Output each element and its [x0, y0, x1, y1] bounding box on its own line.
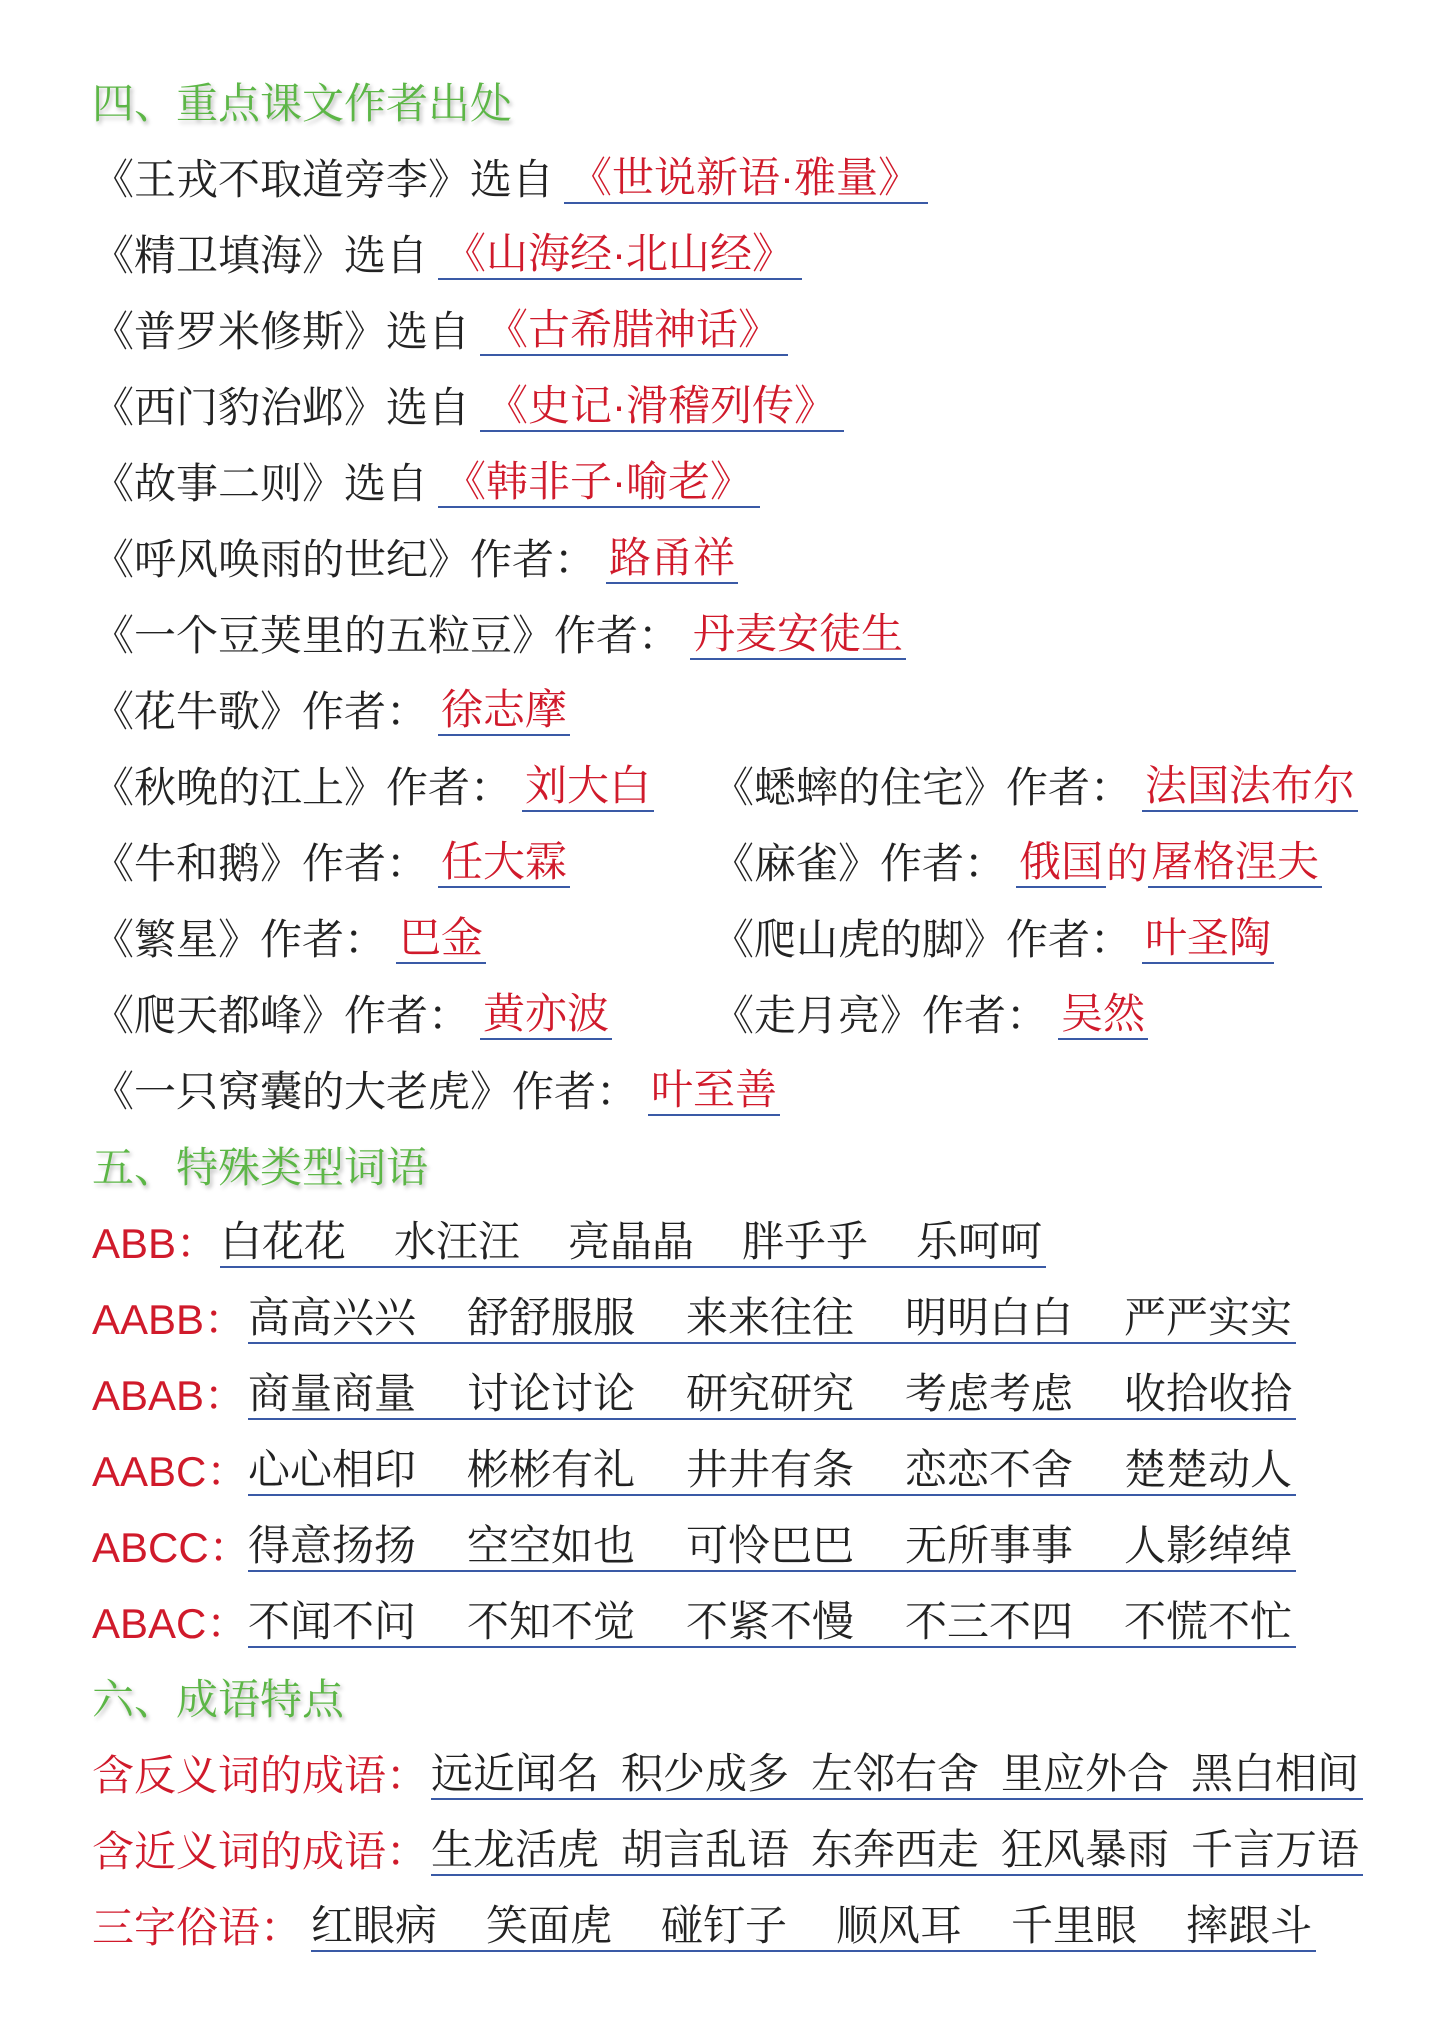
word-list: [248, 1445, 1296, 1496]
source-answer: 《韩非子·喻老》: [438, 461, 760, 508]
word-item: 白花花: [220, 1217, 347, 1265]
source-answer: 《古希腊神话》: [480, 309, 788, 356]
lesson-title: 《麻雀》作者：: [712, 840, 1007, 887]
word-item: 不慌不忙: [1124, 1597, 1293, 1645]
author-answer: 丹麦安徒生: [690, 613, 906, 660]
word-item: 来来往往: [686, 1293, 855, 1341]
author-answer: 法国法布尔: [1142, 765, 1358, 812]
lesson-title: 《普罗米修斯》选自: [92, 308, 471, 355]
word-item: 不知不觉: [467, 1597, 636, 1645]
author-item: [712, 913, 1274, 964]
author-line-pair: [92, 978, 1438, 1054]
idiom-row: [92, 1890, 1438, 1966]
word-type-label: AABC：: [92, 1448, 249, 1495]
idiom-row: [92, 1738, 1438, 1814]
lesson-title: 《故事二则》选自: [92, 460, 429, 507]
idiom-row: [92, 1814, 1438, 1890]
word-list: [248, 1521, 1296, 1572]
lesson-title: 《精卫填海》选自: [92, 232, 429, 279]
author-line-pair: [92, 826, 1438, 902]
word-type-row: [92, 1510, 1438, 1586]
idiom-list: [431, 1749, 1363, 1800]
idiom-item: 里应外合: [1001, 1749, 1170, 1797]
word-item: 空空如也: [467, 1521, 636, 1569]
lesson-title: 《王戎不取道旁李》选自: [92, 156, 555, 203]
word-item: 胖乎乎: [742, 1217, 869, 1265]
word-type-row: [92, 1282, 1438, 1358]
word-item: 收拾收拾: [1124, 1369, 1293, 1417]
idiom-list: [431, 1825, 1363, 1876]
section-heading-idioms: 六、成语特点: [92, 1676, 345, 1723]
author-answer: 路甬祥: [606, 537, 738, 584]
lesson-title: 《繁星》作者：: [92, 916, 387, 963]
word-item: 楚楚动人: [1124, 1445, 1293, 1493]
word-item: 商量商量: [248, 1369, 417, 1417]
word-list: [220, 1217, 1046, 1268]
author-answer: 叶至善: [648, 1069, 780, 1116]
word-item: 考虑考虑: [905, 1369, 1074, 1417]
lesson-title: 《西门豹治邺》选自: [92, 384, 471, 431]
author-answer: 叶圣陶: [1142, 917, 1274, 964]
word-item: 讨论讨论: [467, 1369, 636, 1417]
idiom-item: 东奔西走: [811, 1825, 980, 1873]
idiom-item: 摔跟斗: [1186, 1901, 1313, 1949]
word-item: 心心相印: [248, 1445, 417, 1493]
word-type-row: [92, 1358, 1438, 1434]
section-heading-word-types: 五、特殊类型词语: [92, 1144, 429, 1191]
author-line: [92, 598, 1438, 674]
word-item: 井井有条: [686, 1445, 855, 1493]
idiom-item: 黑白相间: [1191, 1749, 1360, 1797]
word-item: 不闻不问: [248, 1597, 417, 1645]
idiom-type-label: 含近义词的成语：: [92, 1828, 429, 1875]
idiom-item: 顺风耳: [836, 1901, 963, 1949]
word-list: [248, 1293, 1296, 1344]
lesson-title: 《一只窝囊的大老虎》作者：: [92, 1068, 639, 1115]
word-item: 乐呵呵: [916, 1217, 1043, 1265]
lesson-title: 《呼风唤雨的世纪》作者：: [92, 536, 597, 583]
author-answer: 吴然: [1058, 993, 1148, 1040]
word-item: 恋恋不舍: [905, 1445, 1074, 1493]
author-answer-name: 屠格涅夫: [1148, 841, 1322, 888]
word-item: 不三不四: [905, 1597, 1074, 1645]
word-item: 严严实实: [1124, 1293, 1293, 1341]
author-answer: 任大霖: [438, 841, 570, 888]
lesson-title: 《一个豆荚里的五粒豆》作者：: [92, 612, 681, 659]
author-answer-country: 俄国: [1016, 841, 1106, 888]
idiom-item: 狂风暴雨: [1001, 1825, 1170, 1873]
idiom-item: 红眼病: [311, 1901, 438, 1949]
word-type-row: [92, 1586, 1438, 1662]
author-line: [92, 1054, 1438, 1130]
lesson-title: 《蟋蟀的住宅》作者：: [712, 764, 1133, 811]
idiom-list: [311, 1901, 1316, 1952]
idiom-type-label: 含反义词的成语：: [92, 1752, 429, 1799]
author-line: [92, 522, 1438, 598]
author-item: [712, 837, 1322, 888]
author-joiner: 的: [1106, 840, 1149, 887]
lesson-title: 《走月亮》作者：: [712, 992, 1049, 1039]
lesson-title: 《爬天都峰》作者：: [92, 992, 471, 1039]
idiom-item: 左邻右舍: [811, 1749, 980, 1797]
source-line: [92, 294, 1438, 370]
author-answer: 刘大白: [522, 765, 654, 812]
word-item: 得意扬扬: [248, 1521, 417, 1569]
source-line: [92, 446, 1438, 522]
author-answer: 黄亦波: [480, 993, 612, 1040]
lesson-title: 《牛和鹅》作者：: [92, 840, 429, 887]
author-item: [712, 989, 1148, 1040]
idiom-item: 碰钉子: [661, 1901, 788, 1949]
word-type-label: ABB：: [92, 1220, 219, 1267]
word-item: 明明白白: [905, 1293, 1074, 1341]
author-item: [92, 913, 712, 964]
word-item: 舒舒服服: [467, 1293, 636, 1341]
source-answer: 《世说新语·雅量》: [564, 157, 928, 204]
source-line: [92, 370, 1438, 446]
author-item: [712, 761, 1358, 812]
author-item: [92, 837, 712, 888]
word-item: 亮晶晶: [568, 1217, 695, 1265]
author-line: [92, 674, 1438, 750]
idiom-item: 远近闻名: [431, 1749, 600, 1797]
author-line-pair: [92, 902, 1438, 978]
word-list: [248, 1369, 1296, 1420]
word-type-row: [92, 1434, 1438, 1510]
word-item: 彬彬有礼: [467, 1445, 636, 1493]
word-type-label: AABB：: [92, 1296, 247, 1343]
source-answer: 《史记·滑稽列传》: [480, 385, 844, 432]
lesson-title: 《爬山虎的脚》作者：: [712, 916, 1133, 963]
author-line-pair: [92, 750, 1438, 826]
word-list: [248, 1597, 1296, 1648]
word-item: 水汪汪: [394, 1217, 521, 1265]
word-type-row: [92, 1206, 1438, 1282]
source-line: [92, 218, 1438, 294]
idiom-item: 胡言乱语: [621, 1825, 790, 1873]
source-answer: 《山海经·北山经》: [438, 233, 802, 280]
section-heading-authors: 四、重点课文作者出处: [92, 80, 513, 127]
word-type-label: ABAC：: [92, 1600, 249, 1647]
word-type-label: ABCC：: [92, 1524, 251, 1571]
word-type-label: ABAB：: [92, 1372, 247, 1419]
word-item: 人影绰绰: [1124, 1521, 1293, 1569]
author-answer: 巴金: [396, 917, 486, 964]
lesson-title: 《秋晚的江上》作者：: [92, 764, 513, 811]
word-item: 研究研究: [686, 1369, 855, 1417]
word-item: 高高兴兴: [248, 1293, 417, 1341]
idiom-item: 生龙活虎: [431, 1825, 600, 1873]
word-item: 不紧不慢: [686, 1597, 855, 1645]
word-item: 无所事事: [905, 1521, 1074, 1569]
lesson-title: 《花牛歌》作者：: [92, 688, 429, 735]
author-answer: 徐志摩: [438, 689, 570, 736]
author-item: [92, 989, 712, 1040]
author-item: [92, 761, 712, 812]
idiom-type-label: 三字俗语：: [92, 1904, 303, 1951]
idiom-item: 笑面虎: [486, 1901, 613, 1949]
idiom-item: 千言万语: [1191, 1825, 1360, 1873]
source-line: [92, 142, 1438, 218]
idiom-item: 积少成多: [621, 1749, 790, 1797]
idiom-item: 千里眼: [1011, 1901, 1138, 1949]
word-item: 可怜巴巴: [686, 1521, 855, 1569]
